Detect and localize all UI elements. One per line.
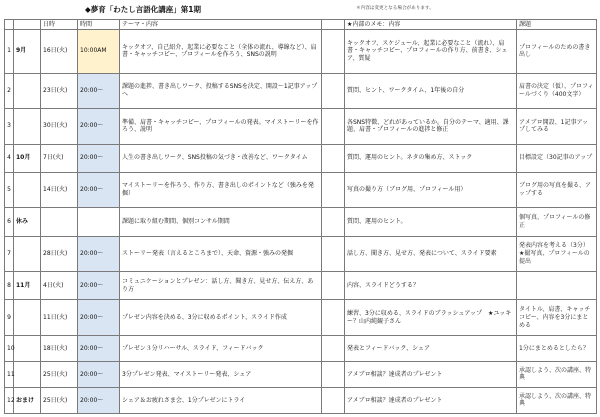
row-date: 4日(火) xyxy=(41,272,78,300)
row-time: 10:00AM xyxy=(78,30,120,74)
row-theme: マイストーリーを作ろう、作り方、書き出しのポイントなど（強みを発掘） xyxy=(120,172,322,207)
row-time: 20:00〜 xyxy=(78,387,120,413)
row-number: 11 xyxy=(5,361,14,387)
row-month: 9月 xyxy=(14,30,41,74)
table-row xyxy=(5,30,597,74)
row-time xyxy=(78,208,120,236)
row-date: 23日(火) xyxy=(41,73,78,108)
row-blank xyxy=(322,109,345,144)
row-task: アメブロ開設、1記事アップしてみる xyxy=(517,109,597,144)
row-blank xyxy=(322,172,345,207)
table-row xyxy=(5,172,597,207)
page-title: ◆夢育「わたし言語化講座」第1期 xyxy=(85,5,201,14)
row-time: 20:00〜 xyxy=(78,300,120,335)
row-date: 16日(火) xyxy=(41,30,78,74)
table-row xyxy=(5,272,597,300)
row-memo: アメブロ相談？達成者のプレゼント xyxy=(345,387,517,413)
row-number: 2 xyxy=(5,73,14,108)
row-date: 14日(火) xyxy=(41,172,78,207)
row-blank xyxy=(322,300,345,335)
table-row xyxy=(5,361,597,387)
row-theme: シェア＆お疲れさま会、1分プレゼンにトライ xyxy=(120,387,322,413)
table-row xyxy=(5,300,597,335)
row-date: 28日(火) xyxy=(41,236,78,271)
row-date: 30日(火) xyxy=(41,109,78,144)
row-theme: 準備、肩書・キャッチコピー、プロフィールの発表。マイストーリーを作ろう、説明 xyxy=(120,109,322,144)
row-memo: 質問、運用のヒント。ネタの集め方、ストック xyxy=(345,144,517,172)
row-date: 25日(火) xyxy=(41,361,78,387)
row-task: プロフィールのための書き出し xyxy=(517,30,597,74)
table-row xyxy=(5,335,597,361)
row-number: 3 xyxy=(5,109,14,144)
row-task: 承認しよう、次の講座、特典 xyxy=(517,387,597,413)
row-task: 発表内容を考える（3分）★撮写真、プロフィールの提出 xyxy=(517,236,597,271)
row-month xyxy=(14,172,41,207)
row-date: 7日(火) xyxy=(41,144,78,172)
row-month xyxy=(14,109,41,144)
row-memo: 内容、スライドどうする？ xyxy=(345,272,517,300)
row-date: 11日(火) xyxy=(41,300,78,335)
row-number: 10 xyxy=(5,335,14,361)
row-month: 10月 xyxy=(14,144,41,172)
row-number: 8 xyxy=(5,272,14,300)
row-month: 11月 xyxy=(14,272,41,300)
row-month: 休み xyxy=(14,208,41,236)
row-month xyxy=(14,236,41,271)
row-blank xyxy=(322,144,345,172)
row-month xyxy=(14,300,41,335)
table-row xyxy=(5,109,597,144)
row-date xyxy=(41,208,78,236)
col-date-header: 日時 xyxy=(41,20,78,30)
row-theme: コミュニケーションとプレゼン：話し方、聞き方、見せ方、伝え方、あり方 xyxy=(120,272,322,300)
row-theme: キックオフ、自己紹介、起業に必要なこと（全体の流れ、導線など）、肩書・キャッチコピー、プロフィールを作ろう、SNSの説明 xyxy=(120,30,322,74)
row-time: 20:00〜 xyxy=(78,144,120,172)
row-theme: ストーリー発表（言えるところまで）、天命、資源・強みの発掘 xyxy=(120,236,322,271)
row-time: 20:00〜 xyxy=(78,73,120,108)
row-blank xyxy=(322,335,345,361)
row-task: 1分にまとめるとしたら？ xyxy=(517,335,597,361)
table-row xyxy=(5,236,597,271)
row-time: 20:00〜 xyxy=(78,272,120,300)
row-date: 18日(火) xyxy=(41,335,78,361)
row-time: 20:00〜 xyxy=(78,172,120,207)
row-blank xyxy=(322,361,345,387)
col-month-header xyxy=(14,20,41,30)
row-theme: 課題の進捗、書き出しワーク、投稿するSNSを決定、開設〜1記事アップへ xyxy=(120,73,322,108)
col-blank-header xyxy=(322,20,345,30)
row-task: ブログ用の写真を撮る、アップする xyxy=(517,172,597,207)
row-theme: 3分プレゼン発表、マイストーリー発表、シェア xyxy=(120,361,322,387)
col-num-header xyxy=(5,20,14,30)
col-theme-header: テーマ・内容 xyxy=(120,20,322,30)
row-memo: 発表とフィードバック、シェア xyxy=(345,335,517,361)
row-theme: 課題に取り組む期間、個別コンサル期間 xyxy=(120,208,322,236)
col-time-header: 時間 xyxy=(78,20,120,30)
row-month xyxy=(14,335,41,361)
row-blank xyxy=(322,387,345,413)
row-memo: 質問、ヒント、ワークタイム、1年後の自分 xyxy=(345,73,517,108)
row-task: 肩書の決定（仮）、プロフィールづくり（400文字） xyxy=(517,73,597,108)
row-task: タイトル、肩書、キャッチコピー、内容を3分にまとめる xyxy=(517,300,597,335)
table-row xyxy=(5,144,597,172)
col-memo-header: ★内部のメモ：内容 xyxy=(345,20,517,30)
row-task xyxy=(517,272,597,300)
row-memo: 写真の撮り方（ブログ用、プロフィール用） xyxy=(345,172,517,207)
row-month: おまけ xyxy=(14,387,41,413)
row-month xyxy=(14,73,41,108)
row-time: 20:00〜 xyxy=(78,236,120,271)
change-note: ＊内容は変更となる場合があります。 xyxy=(356,6,434,11)
row-memo: 質問、運用のヒント。 xyxy=(345,208,517,236)
row-memo: キックオフ、スケジュール、起業に必要なこと（流れ）、肩書・キャッチコピー、プロフィールの作り方、前書き、シェア、質疑 xyxy=(345,30,517,74)
row-number: 6 xyxy=(5,208,14,236)
row-number: 9 xyxy=(5,300,14,335)
table-row xyxy=(5,387,597,413)
row-task: 承認しよう、次の講座、特典 xyxy=(517,361,597,387)
header-row xyxy=(5,20,597,30)
col-task-header: 課題 xyxy=(517,20,597,30)
row-number: 7 xyxy=(5,236,14,271)
schedule-table xyxy=(4,19,597,414)
row-blank xyxy=(322,208,345,236)
row-month xyxy=(14,361,41,387)
row-memo: 話し方、聞き方、見せ方、発表について、スライド要素 xyxy=(345,236,517,271)
row-memo: 各SNS特徴、どれがあっているか。自分のテーマ、適用、課題、肩書・プロフィールの進捗と修正 xyxy=(345,109,517,144)
table-row xyxy=(5,73,597,108)
row-time: 20:00〜 xyxy=(78,335,120,361)
row-time: 20:00〜 xyxy=(78,361,120,387)
row-theme: 人生の書き出しワーク、SNS投稿の気づき・改善など、ワークタイム xyxy=(120,144,322,172)
row-theme: プレゼン３分リハーサル、スライド、フィードバック xyxy=(120,335,322,361)
row-blank xyxy=(322,73,345,108)
row-number: 4 xyxy=(5,144,14,172)
row-number: 1 xyxy=(5,30,14,74)
row-task: 個写真、プロフィールの修正 xyxy=(517,208,597,236)
row-theme: プレゼン内容を決める、3分に収めるポイント、スライド作成 xyxy=(120,300,322,335)
row-blank xyxy=(322,30,345,74)
row-date: 25日(火) xyxy=(41,387,78,413)
row-blank xyxy=(322,236,345,271)
row-number: 5 xyxy=(5,172,14,207)
table-row xyxy=(5,208,597,236)
row-number: 12 xyxy=(5,387,14,413)
row-blank xyxy=(322,272,345,300)
row-memo: 練習、3分に収める、スライドのブラッシュアップ ★ユッキー？山内純観子さん xyxy=(345,300,517,335)
row-time: 20:00〜 xyxy=(78,109,120,144)
row-memo: アメブロ相談？達成者のプレゼント xyxy=(345,361,517,387)
row-task: 目標設定（30記事のアップ xyxy=(517,144,597,172)
